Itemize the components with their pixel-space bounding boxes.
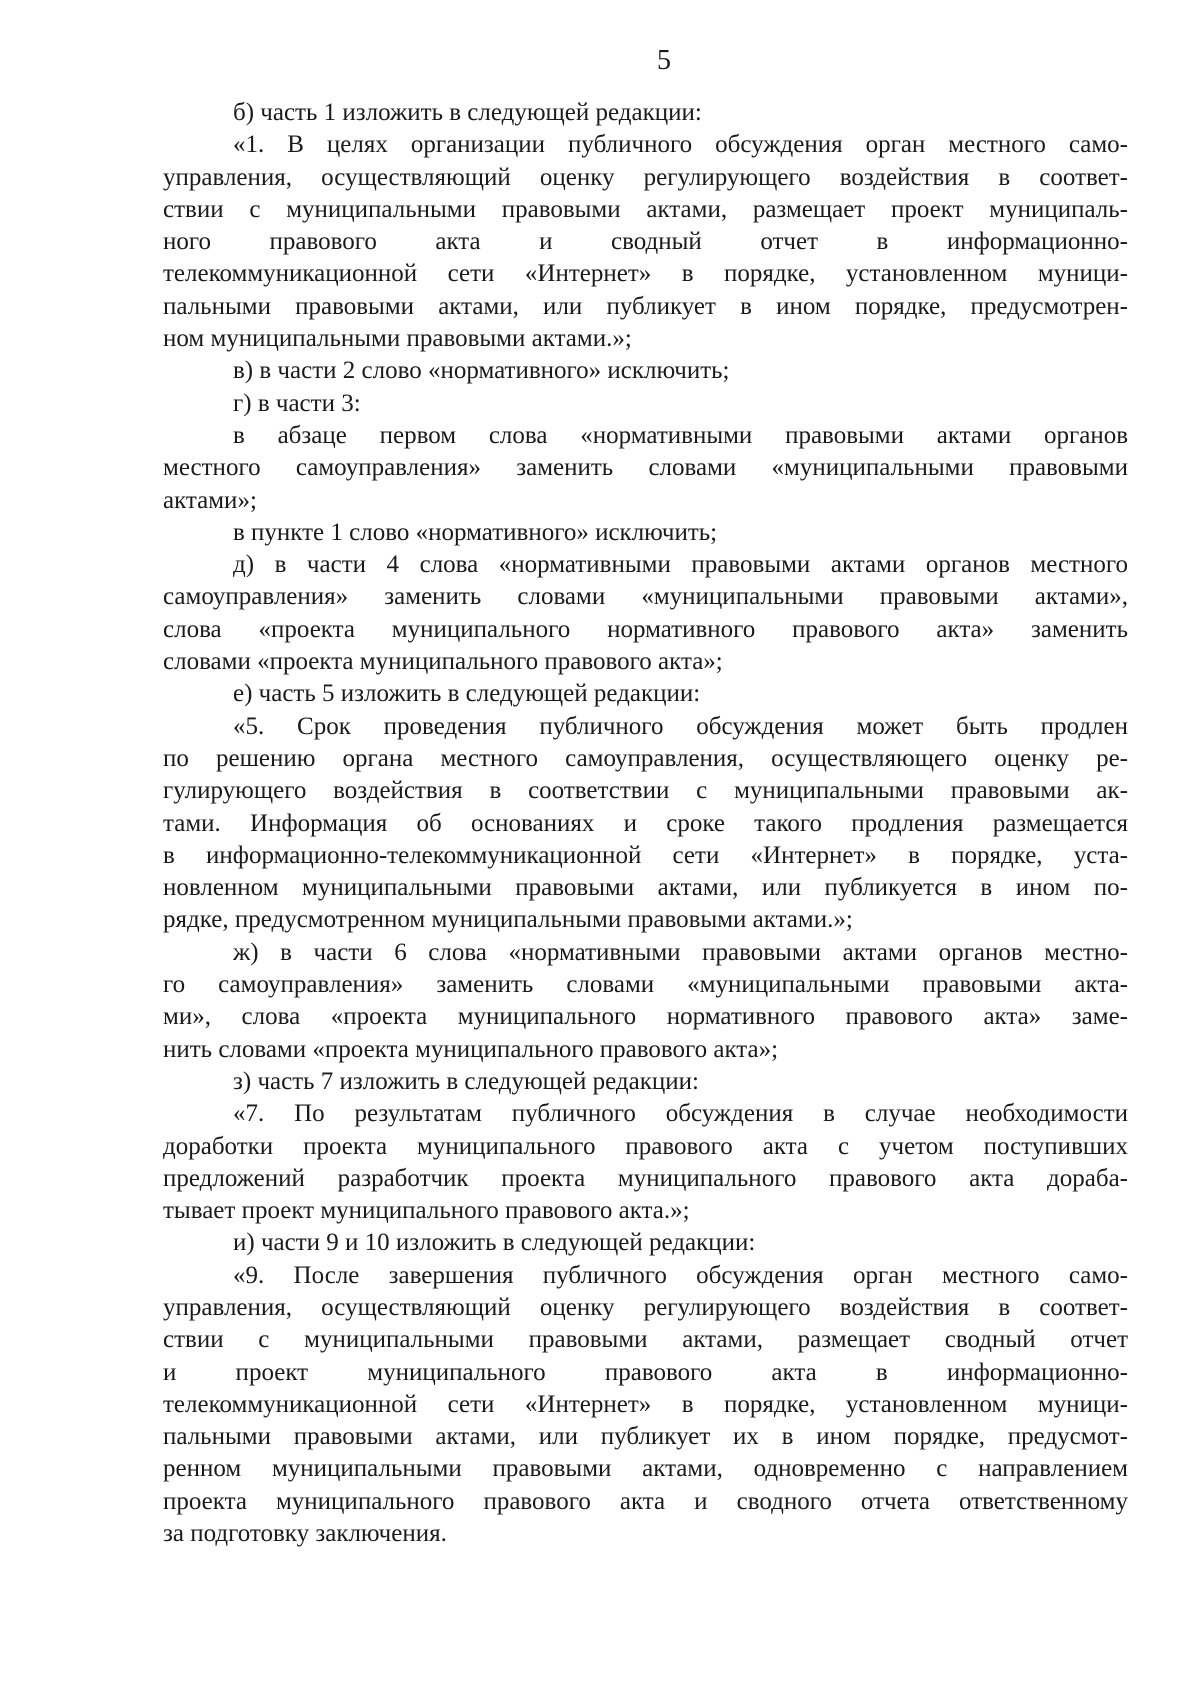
text-line: актами»;	[163, 486, 257, 514]
paragraph	[163, 549, 1128, 678]
text-line: словами «проекта муниципального правового акта»;	[163, 648, 723, 676]
text-line: и) части 9 и 10 изложить в следующей редакции:	[233, 1229, 756, 1257]
text-line: го самоуправления» заменить словами «муниципальными правовыми акта-	[163, 971, 1128, 999]
text-line: управления, осуществляющий оценку регулирующего воздействия в соответ-	[163, 163, 1128, 191]
text-line: ренном муниципальными правовыми актами, одновременно с направлением	[163, 1455, 1128, 1483]
text-line: новленном муниципальными правовыми актами, или публикуется в ином по-	[163, 874, 1128, 902]
paragraph	[163, 388, 1128, 420]
text-line: з) часть 7 изложить в следующей редакции:	[233, 1067, 699, 1095]
text-line: за подготовку заключения.	[163, 1520, 447, 1548]
paragraph	[163, 129, 1128, 355]
text-line: в информационно-телекоммуникационной сети «Интернет» в порядке, уста-	[163, 841, 1128, 869]
text-line: самоуправления» заменить словами «муниципальными правовыми актами»,	[163, 583, 1128, 611]
text-line: ствии с муниципальными правовыми актами, размещает проект муниципаль-	[163, 195, 1128, 223]
text-line: проекта муниципального правового акта и сводного отчета ответственному	[163, 1487, 1128, 1515]
paragraph	[163, 1227, 1128, 1259]
text-line: в абзаце первом слова «нормативными правовыми актами органов	[233, 421, 1128, 449]
paragraph	[163, 1066, 1128, 1098]
paragraph	[163, 517, 1128, 549]
paragraph	[163, 355, 1128, 387]
text-line: рядке, предусмотренном муниципальными правовыми актами.»;	[163, 906, 853, 934]
paragraph	[163, 678, 1128, 710]
text-line: «5. Срок проведения публичного обсуждения может быть продлен	[233, 712, 1128, 740]
text-line: нить словами «проекта муниципального правового акта»;	[163, 1035, 779, 1063]
paragraph	[163, 711, 1128, 937]
text-line: ном муниципальными правовыми актами.»;	[163, 325, 632, 353]
paragraph	[163, 937, 1128, 1066]
text-line: б) часть 1 изложить в следующей редакции:	[233, 99, 702, 126]
text-line: гулирующего воздействия в соответствии с муниципальными правовыми ак-	[163, 777, 1128, 805]
paragraph	[163, 97, 1128, 129]
text-line: по решению органа местного самоуправления, осуществляющего оценку ре-	[163, 744, 1128, 772]
text-line: предложений разработчик проекта муниципального правового акта дораба-	[163, 1164, 1128, 1192]
page-number: 5	[657, 45, 671, 76]
document-body	[163, 97, 1128, 1550]
text-line: в) в части 2 слово «нормативного» исключить;	[233, 357, 730, 385]
text-line: телекоммуникационной сети «Интернет» в порядке, установленном муници-	[163, 1390, 1128, 1418]
text-line: д) в части 4 слова «нормативными правовыми актами органов местного	[233, 551, 1128, 579]
paragraph	[163, 1098, 1128, 1227]
text-line: г) в части 3:	[233, 389, 361, 417]
text-line: е) часть 5 изложить в следующей редакции:	[233, 680, 701, 708]
text-line: телекоммуникационной сети «Интернет» в порядке, установленном муници-	[163, 260, 1128, 288]
text-line: и проект муниципального правового акта в информационно-	[163, 1358, 1128, 1386]
text-line: доработки проекта муниципального правового акта с учетом поступивших	[163, 1132, 1128, 1160]
text-line: управления, осуществляющий оценку регулирующего воздействия в соответ-	[163, 1293, 1128, 1321]
text-line: «7. По результатам публичного обсуждения в случае необходимости	[233, 1100, 1128, 1128]
text-line: ствии с муниципальными правовыми актами, размещает сводный отчет	[163, 1326, 1128, 1354]
text-line: ми», слова «проекта муниципального нормативного правового акта» заме-	[163, 1003, 1128, 1031]
text-line: местного самоуправления» заменить словами «муниципальными правовыми	[163, 454, 1128, 482]
text-line: пальными правовыми актами, или публикует в ином порядке, предусмотрен-	[163, 292, 1128, 320]
text-line: тывает проект муниципального правового акта.»;	[163, 1197, 690, 1225]
text-line: в пункте 1 слово «нормативного» исключить;	[233, 518, 718, 546]
paragraph	[163, 1260, 1128, 1551]
text-line: слова «проекта муниципального нормативного правового акта» заменить	[163, 615, 1128, 643]
text-line: ного правового акта и сводный отчет в информационно-	[163, 228, 1128, 256]
text-line: «9. После завершения публичного обсуждения орган местного само-	[233, 1261, 1128, 1289]
text-line: пальными правовыми актами, или публикует их в ином порядке, предусмот-	[163, 1423, 1128, 1451]
text-line: тами. Информация об основаниях и сроке такого продления размещается	[163, 809, 1128, 837]
paragraph	[163, 420, 1128, 517]
text-line: ж) в части 6 слова «нормативными правовыми актами органов местно-	[233, 938, 1128, 966]
text-line: «1. В целях организации публичного обсуждения орган местного само-	[233, 131, 1128, 159]
